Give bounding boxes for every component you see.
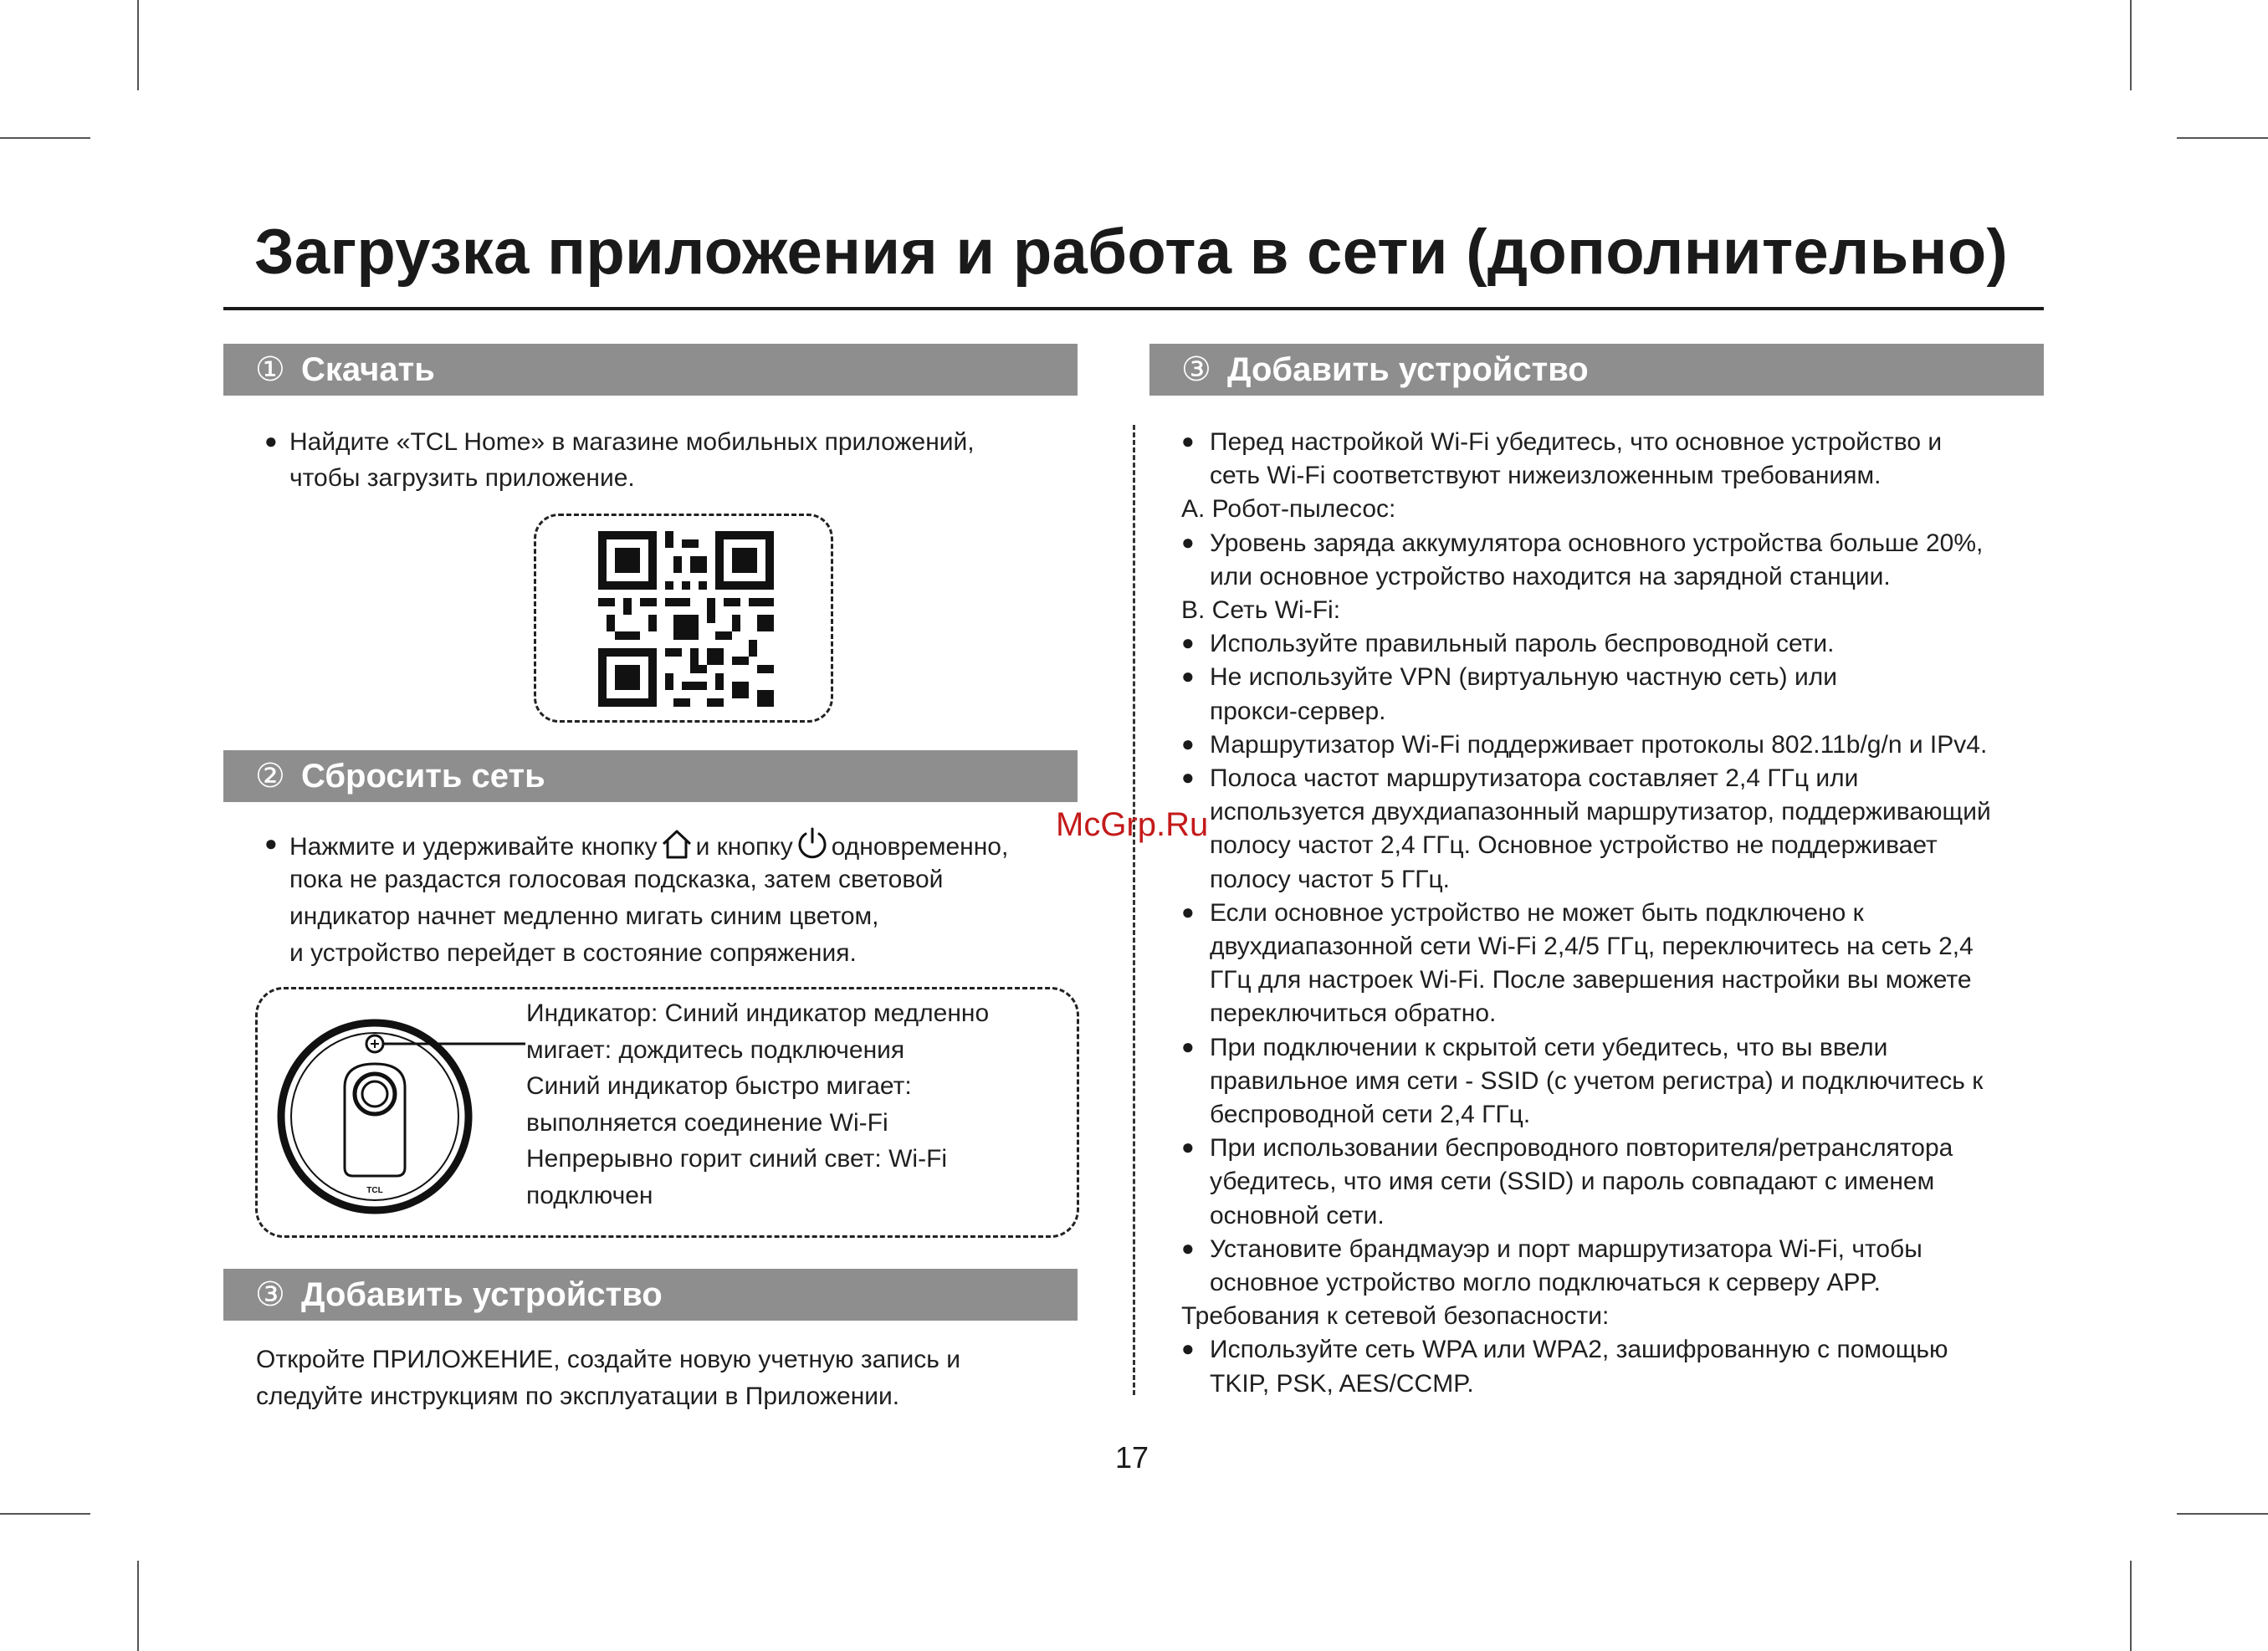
reset-text-line	[289, 826, 1008, 864]
section-heading: Скачать	[300, 351, 435, 388]
requirement-text-line: Установите брандмауэр и порт маршрутизатора Wi-Fi, чтобы	[1210, 1235, 1922, 1263]
requirement-text-line: основной сети.	[1210, 1202, 1385, 1229]
requirement-text-line: Используйте сеть WPA или WPA2, зашифрованную с помощью	[1210, 1336, 1948, 1363]
requirement-text-line: правильное имя сети - SSID (с учетом регистра) и подключитесь к	[1210, 1067, 1984, 1095]
bullet-icon: ●	[1181, 1034, 1195, 1059]
bullet-icon: ●	[1181, 731, 1195, 756]
bullet-icon: ●	[1181, 428, 1195, 453]
bullet-icon: ●	[1181, 663, 1195, 688]
add-device-text-line: Откройте ПРИЛОЖЕНИЕ, создайте новую учетную запись и	[256, 1346, 961, 1373]
bullet-icon: ●	[1181, 1235, 1195, 1260]
requirement-text-line: Уровень заряда аккумулятора основного устройства больше 20%,	[1210, 529, 1984, 557]
bullet-icon: ●	[1181, 1134, 1195, 1159]
bullet-icon: ●	[1181, 1336, 1195, 1361]
section-heading: Добавить устройство	[300, 1276, 663, 1313]
requirement-text-line: или основное устройство находится на зарядной станции.	[1210, 563, 1891, 590]
requirement-text-line: ГГц для настроек Wi-Fi. После завершения настройки вы можете	[1210, 966, 1972, 994]
qr-code-icon	[598, 531, 774, 707]
indicator-text-line: Индикатор: Синий индикатор медленно	[526, 999, 990, 1027]
requirement-text-line: При подключении к скрытой сети убедитесь, что вы ввели	[1210, 1034, 1888, 1061]
svg-text:TCL: TCL	[366, 1186, 383, 1195]
requirement-text-line: A. Робот-пылесос:	[1181, 495, 1396, 523]
page-number: 17	[1115, 1440, 1149, 1475]
page-title: Загрузка приложения и работа в сети (дополнительно)	[254, 217, 2009, 288]
indicator-text-line: Непрерывно горит синий свет: Wi-Fi	[526, 1145, 948, 1173]
crop-mark	[2130, 0, 2132, 90]
requirement-text-line: Требования к сетевой безопасности:	[1181, 1302, 1610, 1330]
section-number: ③	[1181, 351, 1211, 388]
robot-vacuum-icon	[276, 1004, 527, 1229]
crop-mark	[0, 137, 90, 139]
section-header-add-device-right	[1149, 344, 2044, 396]
requirement-text-line: Полоса частот маршрутизатора составляет 2,4 ГГц или	[1210, 764, 1859, 792]
requirement-text-line: Если основное устройство не может быть подключено к	[1210, 899, 1864, 927]
reset-text-segment: одновременно,	[831, 833, 1009, 861]
bullet-icon: ●	[264, 831, 278, 856]
home-icon	[659, 828, 694, 861]
bullet-icon: ●	[1181, 899, 1195, 924]
requirement-text-line: При использовании беспроводного повторителя/ретранслятора	[1210, 1134, 1953, 1162]
requirement-text-line: основное устройство могло подключаться к серверу APP.	[1210, 1269, 1881, 1296]
indicator-text-line: подключен	[526, 1182, 653, 1209]
indicator-text-line: мигает: дождитесь подключения	[526, 1036, 905, 1064]
section-header-add-device	[223, 1269, 1078, 1321]
crop-mark	[2130, 1561, 2132, 1651]
bullet-icon: ●	[264, 428, 278, 453]
title-divider	[223, 307, 2044, 310]
crop-mark	[0, 1513, 90, 1515]
bullet-icon: ●	[1181, 764, 1195, 790]
requirement-text-line: переключиться обратно.	[1210, 999, 1497, 1027]
section-header-reset	[223, 750, 1078, 802]
requirement-text-line: беспроводной сети 2,4 ГГц.	[1210, 1101, 1531, 1128]
requirement-text-line: используется двухдиапазонный маршрутизатор, поддерживающий	[1210, 798, 1991, 826]
reset-text-line: пока не раздастся голосовая подсказка, затем световой	[289, 866, 944, 893]
crop-mark	[2177, 137, 2268, 139]
crop-mark	[137, 1561, 139, 1651]
requirement-text-line: убедитесь, что имя сети (SSID) и пароль совпадают с именем	[1210, 1168, 1935, 1195]
reset-text-line: индикатор начнет медленно мигать синим цветом,	[289, 902, 879, 930]
requirement-text-line: прокси-сервер.	[1210, 698, 1386, 725]
requirement-text-line: TKIP, PSK, AES/CCMP.	[1210, 1370, 1474, 1398]
indicator-text-line: выполняется соединение Wi-Fi	[526, 1109, 888, 1137]
reset-text-segment: Нажмите и удерживайте кнопку	[289, 833, 658, 861]
requirement-text-line: Маршрутизатор Wi-Fi поддерживает протоколы 802.11b/g/n и IPv4.	[1210, 731, 1988, 759]
requirement-text-line: сеть Wi-Fi соответствуют нижеизложенным требованиям.	[1210, 462, 1881, 489]
indicator-text-line: Синий индикатор быстро мигает:	[526, 1072, 912, 1100]
download-text-line: Найдите «TCL Home» в магазине мобильных приложений,	[289, 428, 975, 456]
requirement-text-line: полосу частот 5 ГГц.	[1210, 866, 1450, 893]
requirement-text-line: Перед настройкой Wi-Fi убедитесь, что основное устройство и	[1210, 428, 1943, 456]
crop-mark	[137, 0, 139, 90]
reset-text-segment: и кнопку	[695, 833, 793, 861]
section-number: ①	[255, 351, 285, 388]
bullet-icon: ●	[1181, 630, 1195, 655]
requirement-text-line: Не используйте VPN (виртуальную частную сеть) или	[1210, 663, 1837, 691]
section-heading: Добавить устройство	[1226, 351, 1589, 388]
section-number: ②	[255, 758, 285, 795]
section-heading: Сбросить сеть	[300, 758, 545, 795]
section-number: ③	[255, 1276, 285, 1313]
reset-text-line: и устройство перейдет в состояние сопряжения.	[289, 939, 857, 967]
watermark: McGrp.Ru	[1056, 806, 1209, 843]
requirement-text-line: полосу частот 2,4 ГГц. Основное устройство не поддерживает	[1210, 831, 1938, 859]
download-text-line: чтобы загрузить приложение.	[289, 464, 635, 492]
column-divider	[1133, 425, 1135, 1395]
power-icon	[795, 826, 830, 861]
crop-mark	[2177, 1513, 2268, 1515]
add-device-text-line: следуйте инструкциям по эксплуатации в Приложении.	[256, 1383, 900, 1410]
requirement-text-line: B. Сеть Wi-Fi:	[1181, 596, 1341, 624]
requirement-text-line: Используйте правильный пароль беспроводной сети.	[1210, 630, 1835, 657]
bullet-icon: ●	[1181, 529, 1195, 555]
requirement-text-line: двухдиапазонной сети Wi-Fi 2,4/5 ГГц, переключитесь на сеть 2,4	[1210, 933, 1974, 960]
section-header-download	[223, 344, 1078, 396]
